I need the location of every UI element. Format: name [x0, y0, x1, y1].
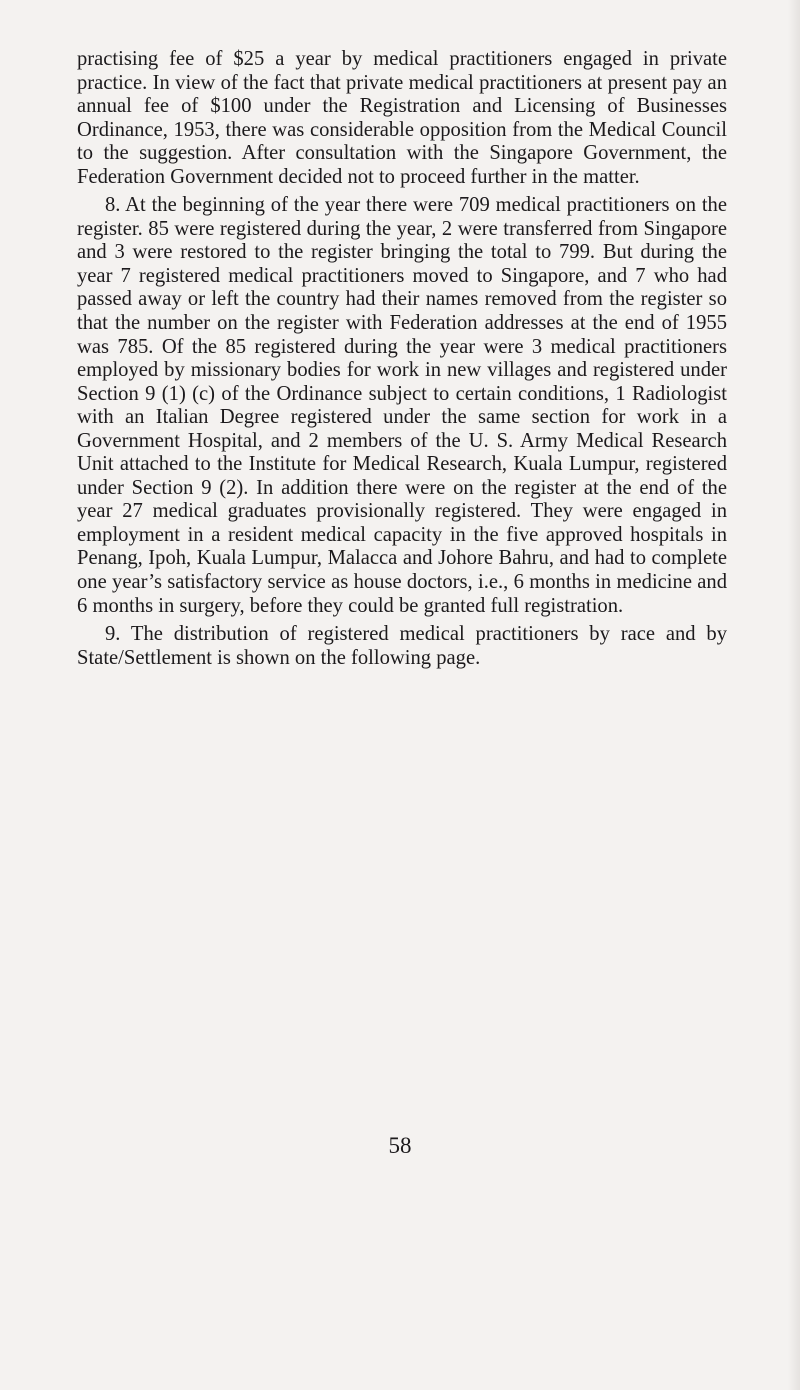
paragraph-8: 8. At the beginning of the year there were 709 medical practitioners on the register. 85 were registered during the year, 2 were transferred from Singapore and 3 were restored to the register bringing the total to 799. But during the year 7 registered medical practitioners moved to Singapore, and 7 who had passed away or left the country had their names removed from the register so that the number on the register with Federation addresses at the end of 1955 was 785. Of the 85 registered during the year were 3 medical practitioners employed by missionary bodies for work in new villages and registered under Section 9 (1) (c) of the Ordinance subject to certain conditions, 1 Radiologist with an Italian Degree registered under the same section for work in a Government Hospital, and 2 members of the U. S. Army Medical Research Unit attached to the Institute for Medical Research, Kuala Lumpur, registered under Section 9 (2). In addition there were on the register at the end of the year 27 medical graduates provisionally registered. They were engaged in employment in a resident medical capacity in the five approved hospitals in Penang, Ipoh, Kuala Lumpur, Malacca and Johore Bahru, and had to complete one year’s satisfactory service as house doctors, i.e., 6 months in medicine and 6 months in surgery, before they could be granted full registration.	[77, 194, 727, 617]
paragraph-9: 9. The distribution of registered medical practitioners by race and by State/Settlement is shown on the following page.	[77, 623, 727, 669]
paragraph-continuation: practising fee of $25 a year by medical practitioners engaged in private practice. In view of the fact that private medical practitioners at present pay an annual fee of $100 under the Registration and Licensing of Businesses Ordinance, 1953, there was considerable opposition from the Medical Council to the suggestion. After consultation with the Singapore Government, the Federation Government decided not to proceed further in the matter.	[77, 48, 727, 188]
page-number: 58	[388, 1133, 412, 1158]
body-text	[77, 48, 727, 675]
page-edge-shadow	[788, 0, 800, 1390]
